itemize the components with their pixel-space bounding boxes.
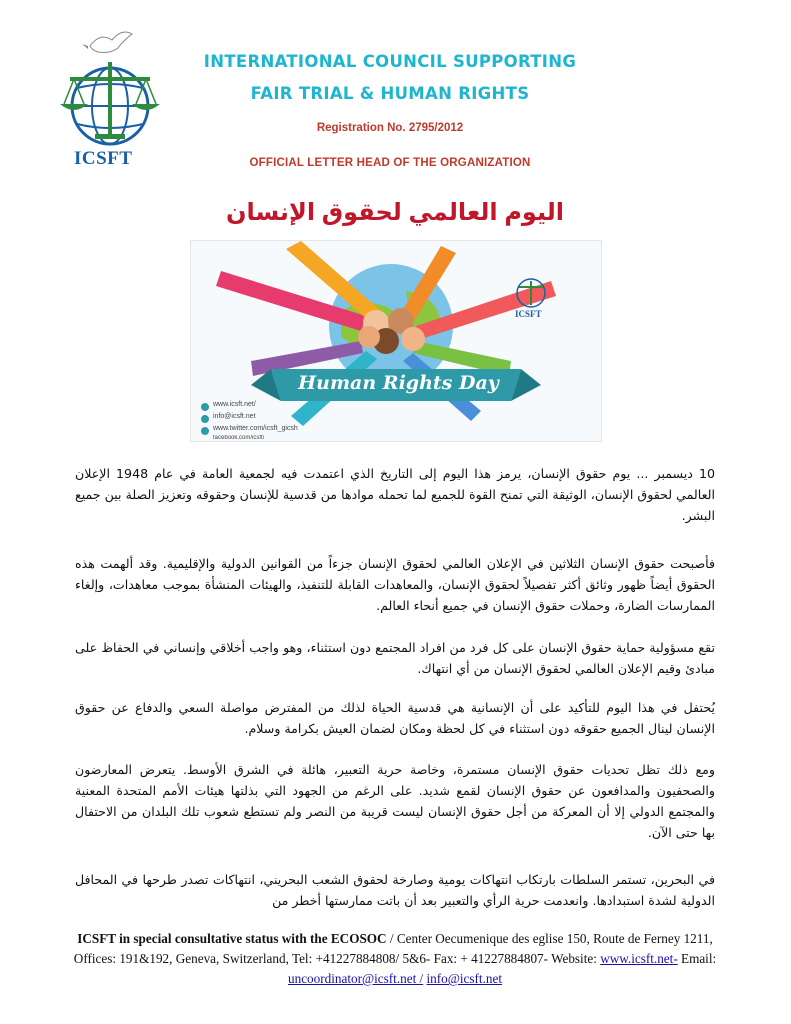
logo-text: ICSFT (74, 148, 133, 169)
banner-caption: Human Rights Day (298, 372, 499, 394)
banner-link-facebook: facebook.com/icsft/ (213, 435, 265, 441)
footer-email-label: Email: (677, 951, 717, 966)
footer-consultative-status: ICSFT in special consultative status with the ECOSOC (77, 931, 387, 946)
official-letterhead-label: OFFICIAL LETTER HEAD OF THE ORGANIZATION (249, 157, 531, 169)
paragraph-1: 10 ديسمبر ... يوم حقوق الإنسان، يرمز هذا اليوم إلى التاريخ الذي اعتمدت فيه لجمعية العامة في عام 1948 الإعلان العالمي لحقوق الإنسان، الوثيقة التي تمنح القوة للجميع لما تحمله موادها من قدسية للإنسان وحقوقه وتعزيز الصلة بين جميع البشر. (75, 466, 715, 523)
paragraph-2: فأصبحت حقوق الإنسان الثلاثين في الإعلان العالمي لحقوق الإنسان جزءاً من القوانين الدولية والإقليمية. وقد ألهمت هذه الحقوق أيضاً ظهور وثائق أكثر تفصيلاً لحقوق الإنسان، والمعاهدات القابلة للتنفيذ، والهيئات المنشأة بموجب معاهدات، وإلغاء الممارسات الضارة، وحملات حقوق الإنسان في جميع أنحاء العالم. (75, 556, 715, 613)
organization-name-line2: FAIR TRIAL & HUMAN RIGHTS (250, 84, 530, 103)
paragraph-5: ومع ذلك تظل تحديات حقوق الإنسان مستمرة، وخاصة حرية التعبير، هائلة في الشرق الأوسط. يتعرض المعارضون والصحفيون والمدافعون عن حقوق الإنسان لقمع شديد. على الرغم من الجهود التي بذلتها هيئات الأمم المتحدة المعنية والمجتمع الدولي إلا أن المعركة من أجل حقوق الإنسان ليست قريبة من النصر ولم تستطع شعوب تلك البلدان من الاحتفال بها حتى الآن. (75, 762, 715, 840)
paragraph-3: تقع مسؤولية حماية حقوق الإنسان على كل فرد من افراد المجتمع دون استثناء، وهو واجب أخلاقي وإنساني في الحفاظ على مبادئ وقيم الإعلان العالمي لحقوق الإنسان من أي انتهاك. (75, 640, 715, 676)
banner-link-email: info@icsft.net (213, 413, 256, 420)
footer (70, 929, 720, 989)
footer-address: / Center Oecumenique des eglise 150, Route de Ferney 1211, Offices: 191&192, Geneva, Switzerland, Tel: +41227884808/ 5&6- Fax: + 41227884807- Website: (73, 931, 713, 966)
banner-illustration (191, 241, 601, 441)
scales-globe-icon (50, 24, 165, 149)
banner-link-website: www.icsft.net/ (213, 401, 256, 408)
banner-link-twitter: www.twitter.com/icsft_gicsh (213, 425, 298, 432)
banner-logo-text: ICSFT (515, 309, 542, 319)
footer-email-link-coordinator[interactable]: uncoordinator@icsft.net / (288, 971, 424, 986)
organization-logo (50, 24, 165, 172)
organization-name-line1: INTERNATIONAL COUNCIL SUPPORTING (203, 52, 577, 71)
page-title: اليوم العالمي لحقوق الإنسان (226, 199, 564, 226)
footer-email-link-info[interactable]: info@icsft.net (426, 971, 502, 986)
paragraph-4: يُحتفل في هذا اليوم للتأكيد على أن الإنسانية هي قدسية الحياة لذلك من المفترض مواصلة السعي والدفاع عن حقوق الإنسان لينال الجميع حقوقه دون استثناء في كل لحظة ومكان لضمان العيش بكرامة وسلام. (75, 700, 715, 736)
registration-number: Registration No. 2795/2012 (316, 122, 464, 134)
footer-website-link[interactable]: www.icsft.net- (600, 951, 678, 966)
human-rights-day-banner (190, 240, 602, 442)
paragraph-6: في البحرين، تستمر السلطات بارتكاب انتهاكات يومية وصارخة لحقوق الشعب البحريني، انتهاكات تصدر طرحها في المحافل الدولية لشدة استبدادها. وانعدمت حرية الرأي والتعبير بعد أن باتت ممارستها أخطر من (75, 872, 715, 908)
